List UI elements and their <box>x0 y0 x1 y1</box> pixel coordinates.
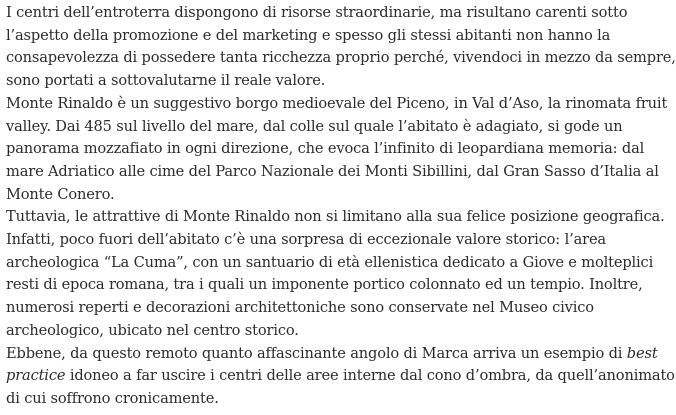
text-line: panorama mozzafiato in ogni direzione, che evoca l’infinito di leopardiana memoria: dal <box>6 140 645 158</box>
article-body <box>6 2 676 411</box>
emphasis-text: best <box>626 344 658 362</box>
text-line: mare Adriatico alle cime del Parco Nazionale dei Monti Sibillini, dal Gran Sasso d’Italia al <box>6 162 659 180</box>
text-line: resti di epoca romana, tra i quali un imponente portico colonnato ed un tempio. Inoltre, <box>6 276 643 294</box>
text-line: l’aspetto della promozione e del marketing e spesso gli stessi abitanti non hanno la <box>6 26 611 44</box>
text-line: di cui soffrono cronicamente. <box>6 389 219 407</box>
text-line <box>6 365 675 388</box>
text-fragment: idoneo a far uscire i centri delle aree interne dal cono d’ombra, da quell’anonimato <box>65 367 675 385</box>
paragraph-intro <box>6 2 676 93</box>
text-line: archeologico, ubicato nel centro storico. <box>6 321 299 339</box>
text-line: Monte Conero. <box>6 185 115 203</box>
text-line: Monte Rinaldo è un suggestivo borgo medioevale del Piceno, in Val d’Aso, la rinomata fruit <box>6 94 668 112</box>
text-line: numerosi reperti e decorazioni architettoniche sono conservate nel Museo civico <box>6 299 594 317</box>
text-line: consapevolezza di possedere tanta ricchezza proprio perché, vivendoci in mezzo da sempre, <box>6 49 676 67</box>
text-line: Tuttavia, le attrattive di Monte Rinaldo non si limitano alla sua felice posizione geografica. <box>6 208 665 226</box>
paragraph-monte-rinaldo <box>6 93 668 207</box>
paragraph-attrattive <box>6 206 665 342</box>
text-line: I centri dell’entroterra dispongono di risorse straordinarie, ma risultano carenti sotto <box>6 4 628 21</box>
paragraph-best-practice <box>6 343 675 411</box>
text-line: archeologica “La Cuma”, con un santuario di età ellenistica dedicato a Giove e molteplici <box>6 253 654 271</box>
text-line: Infatti, poco fuori dell’abitato c’è una sorpresa di eccezionale valore storico: l’area <box>6 231 606 249</box>
emphasis-text: practice <box>6 367 66 385</box>
text-line: valley. Dai 485 sul livello del mare, dal colle sul quale l’abitato è adagiato, si gode un <box>6 117 623 135</box>
text-line <box>6 343 658 366</box>
text-fragment: Ebbene, da questo remoto quanto affascinante angolo di Marca arriva un esempio di <box>6 344 627 362</box>
text-line: sono portati a sottovalutarne il reale valore. <box>6 72 326 90</box>
